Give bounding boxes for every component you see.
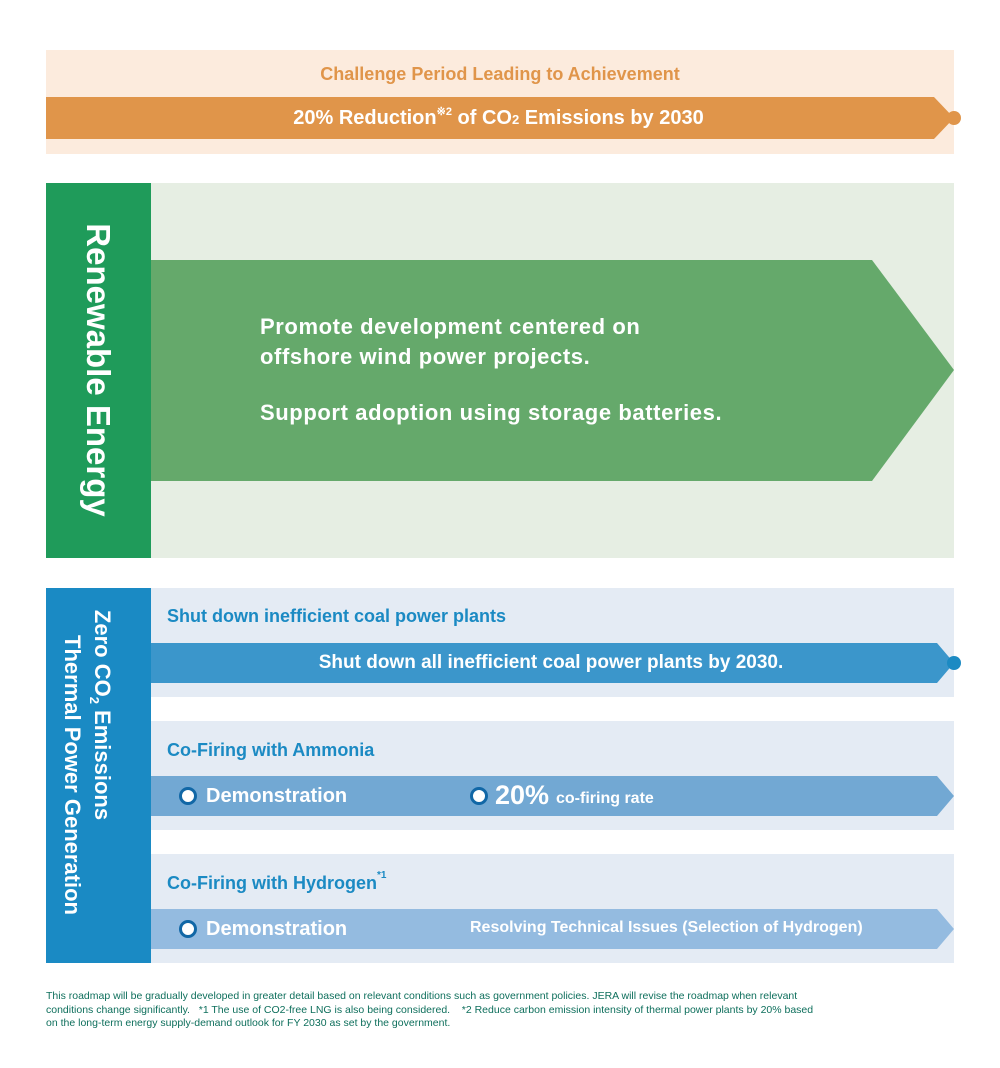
renewable-line-3: Support adoption using storage batteries. [260, 400, 723, 425]
thermal-label-line-1: Zero $CO_2$ Emissions [86, 609, 116, 821]
footnote [46, 990, 956, 1031]
challenge-panel [46, 50, 954, 154]
footnote-line-1: This roadmap will be gradually developed in greater detail based on relevant conditions such as government policies. JERA will revise the roadmap when relevant [46, 990, 798, 1002]
renewable-line-2: offshore wind power projects. [260, 344, 591, 369]
footnote-line-3: on the long-term energy supply-demand outlook for FY 2030 as set by the government. [46, 1017, 451, 1029]
ammonia-milestone-2-icon [470, 787, 488, 805]
ammonia-milestone-1-icon [179, 787, 197, 805]
hydrogen-demonstration: Demonstration [206, 918, 348, 940]
ammonia-title: Co-Firing with Ammonia [167, 740, 375, 760]
renewable-text [260, 312, 860, 428]
challenge-title: Challenge Period Leading to Achievement [320, 64, 680, 84]
ammonia-demonstration: Demonstration [206, 785, 348, 807]
hydrogen-milestone-icon [179, 920, 197, 938]
renewable-label-text: Renewable Energy [80, 223, 117, 517]
ammonia-rate-label: co-firing rate [556, 790, 654, 807]
renewable-label [46, 183, 151, 558]
hydrogen-technical-issues: Resolving Technical Issues (Selection of Hydrogen) [470, 919, 863, 936]
ammonia-percent: 20% [495, 780, 550, 810]
renewable-line-1: Promote development centered on [260, 314, 641, 339]
coal-bar-text: Shut down all inefficient coal power plants by 2030. [318, 652, 784, 673]
challenge-end-dot [947, 111, 961, 125]
coal-title: Shut down inefficient coal power plants [167, 606, 507, 626]
hydrogen-title: Co-Firing with Hydrogen$^{*1}$ [167, 870, 387, 893]
coal-end-dot [947, 656, 961, 670]
challenge-bar-text: 20% Reduction$^{※2}$ of CO2 Emissions by 2030 [293, 106, 704, 129]
thermal-label-line-2: Thermal Power Generation [60, 635, 85, 915]
footnote-line-2: conditions change significantly. *1 The use of CO2-free LNG is also being considered. *2 Reduce carbon emission intensity of thermal power plants by 20% based [46, 1003, 814, 1016]
